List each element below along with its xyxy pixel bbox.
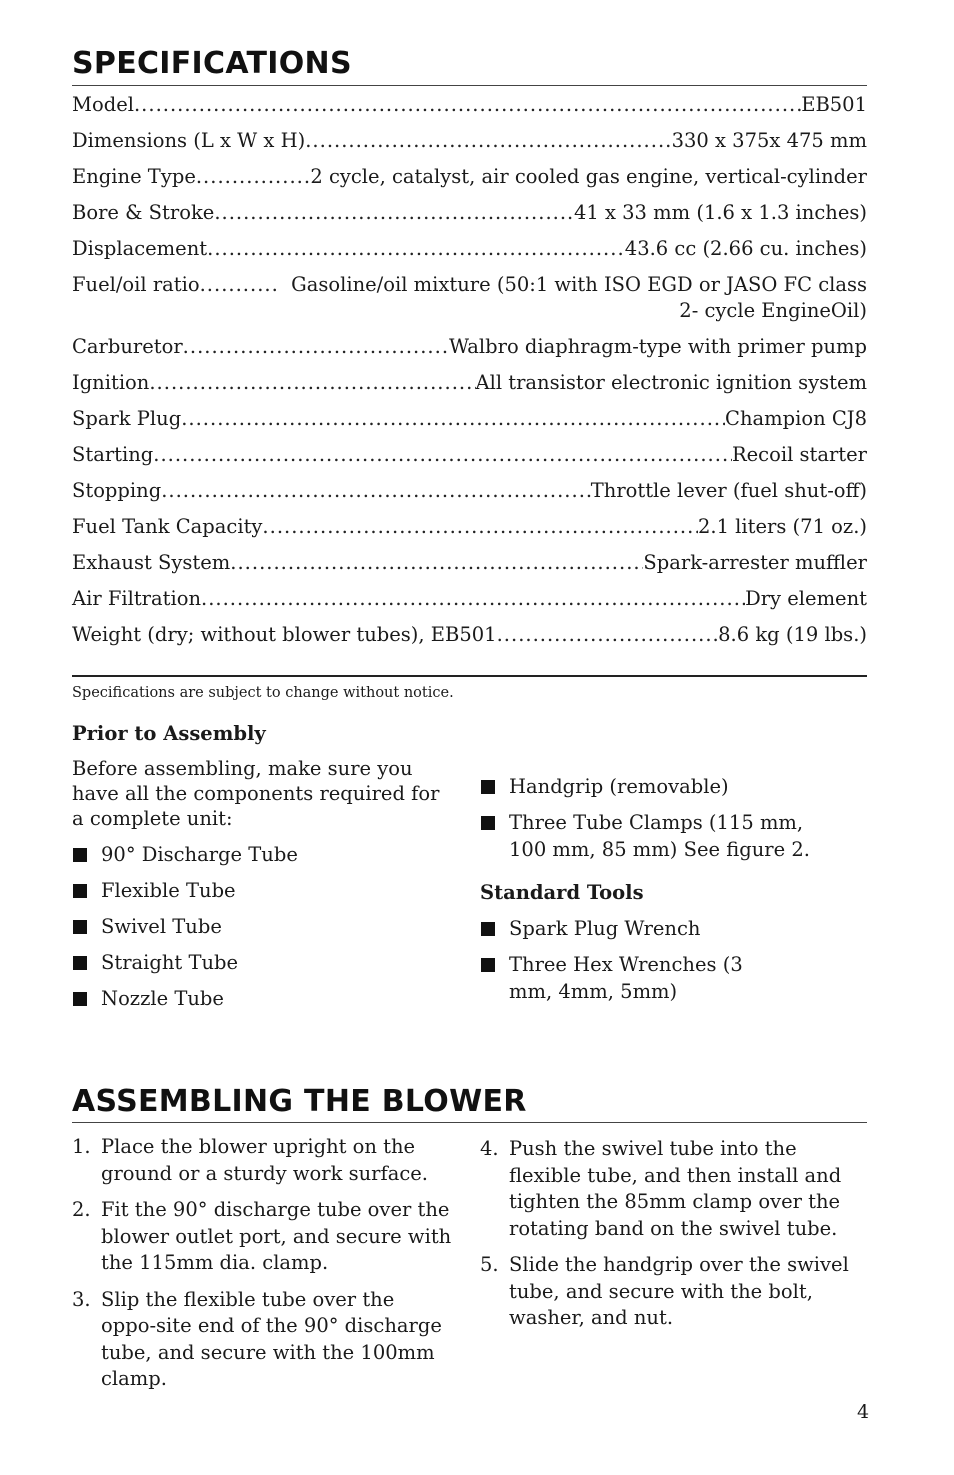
leader-dots [262,514,698,540]
specifications-note: Specifications are subject to change without notice. [72,685,454,701]
list-item: Swivel Tube [72,913,457,940]
spec-label: Weight (dry; without blower tubes), EB501 [72,623,497,646]
leader-dots [201,586,745,612]
step-item [72,1287,454,1393]
spec-value: Throttle lever (fuel shut-off) [590,479,867,502]
bullet-square-icon [481,780,495,794]
spec-row-starting [72,442,867,468]
bullet-square-icon [481,958,495,972]
step-number: 4. [480,1137,499,1160]
prior-to-assembly-column-left [72,721,457,1012]
spec-value: 41 x 33 mm (1.6 x 1.3 inches) [573,201,867,224]
list-item: Nozzle Tube [72,985,457,1012]
spec-value: EB501 [801,93,867,116]
spec-row-spark-plug [72,406,867,432]
spec-label: Spark Plug [72,407,182,430]
spec-label: Displacement [72,237,208,260]
assembling-title-rule [72,1122,867,1123]
spec-row-ignition [72,370,867,396]
leader-dots [305,128,671,154]
spec-label: Model [72,93,134,116]
list-item: Three Hex Wrenches (3 mm, 4mm, 5mm) [480,951,759,1005]
spec-value: All transistor electronic ignition system [475,371,867,394]
spec-label: Stopping [72,479,162,502]
leader-dots [200,272,280,298]
spec-value: Recoil starter [731,443,867,466]
bullet-square-icon [481,922,495,936]
spec-row-exhaust-system [72,550,867,576]
step-item [480,1136,862,1242]
assembling-steps-left [72,1134,454,1393]
leader-dots [497,622,719,648]
bullet-square-icon [73,884,87,898]
spec-row-displacement [72,236,867,262]
spec-label: Air Filtration [72,587,201,610]
spec-value: 8.6 kg (19 lbs.) [718,623,867,646]
leader-dots [181,406,725,432]
bullet-square-icon [73,920,87,934]
leader-dots [161,478,591,504]
spec-row-weight [72,622,867,648]
spec-value: Walbro diaphragm-type with primer pump [448,335,867,358]
steps-list [72,1134,454,1393]
components-list [72,841,457,1012]
bullet-square-icon [481,816,495,830]
spec-value: 2.1 liters (71 oz.) [697,515,867,538]
step-text: Slide the handgrip over the swivel tube, and secure with the bolt, washer, and nut. [509,1253,849,1329]
spec-row-model [72,92,867,118]
assembling-title: ASSEMBLING THE BLOWER [72,1084,527,1119]
spec-label: Dimensions (L x W x H) [72,129,306,152]
step-number: 2. [72,1198,91,1221]
leader-dots [214,200,574,226]
step-text: Slip the flexible tube over the oppo-site end of the 90° discharge tube, and secure with the 100mm clamp. [101,1287,442,1390]
step-item [480,1252,862,1332]
leader-dots [149,370,475,396]
prior-to-assembly-column-right [480,773,840,1005]
spec-value: Spark-arrester muffler [643,551,867,574]
spec-label: Bore & Stroke [72,201,215,224]
bullet-square-icon [73,848,87,862]
list-item: Straight Tube [72,949,457,976]
spec-label: Exhaust System [72,551,231,574]
spec-value: Dry element [745,587,867,610]
page-number: 4 [857,1401,870,1423]
spec-row-dimensions [72,128,867,154]
spec-label: Engine Type [72,165,196,188]
spec-label: Starting [72,443,154,466]
spec-value-continuation: 2- cycle EngineOil) [679,299,867,322]
spec-row-fuel-oil-ratio [72,272,867,324]
specifications-title: SPECIFICATIONS [72,46,352,81]
prior-to-assembly-intro: Before assembling, make sure you have all the components required for a complete unit: [72,757,440,830]
spec-row-fuel-tank-capacity [72,514,867,540]
standard-tools-heading: Standard Tools [480,881,644,904]
list-item: 90° Discharge Tube [72,841,457,868]
leader-dots [196,164,310,190]
step-number: 3. [72,1287,91,1311]
step-number: 1. [72,1135,91,1158]
leader-dots [134,92,801,118]
specifications-title-rule [72,85,867,86]
steps-list-continued [480,1136,862,1332]
spec-value: Gasoline/oil mixture (50:1 with ISO EGD or JASO FC class [291,273,867,296]
spec-label: Ignition [72,371,150,394]
step-text: Push the swivel tube into the flexible tube, and then install and tighten the 85mm clamp over the rotating band on the swivel tube. [509,1137,842,1240]
assembling-steps-right [480,1136,862,1332]
step-item [72,1197,454,1277]
step-text: Fit the 90° discharge tube over the blower outlet port, and secure with the 115mm dia. clamp. [101,1198,452,1274]
spec-value: 330 x 375x 475 mm [671,129,867,152]
spec-row-stopping [72,478,867,504]
list-item: Three Tube Clamps (115 mm, 100 mm, 85 mm) See figure 2. [480,809,840,863]
spec-row-bore-stroke [72,200,867,226]
specifications-bottom-rule [72,675,867,677]
list-item: Flexible Tube [72,877,457,904]
leader-dots [230,550,643,576]
spec-label: Fuel/oil ratio [72,273,200,296]
step-number: 5. [480,1253,499,1276]
prior-to-assembly-heading: Prior to Assembly [72,722,266,745]
spec-label: Fuel Tank Capacity [72,515,263,538]
spec-value: 43.6 cc (2.66 cu. inches) [624,237,867,260]
spec-row-carburetor [72,334,867,360]
leader-dots [183,334,449,360]
spec-label: Carburetor [72,335,183,358]
step-item [72,1134,454,1187]
bullet-square-icon [73,992,87,1006]
leader-dots [207,236,625,262]
standard-tools-list [480,915,840,1005]
bullet-square-icon [73,956,87,970]
spec-value: 2 cycle, catalyst, air cooled gas engine, vertical-cylinder [310,165,867,188]
spec-row-engine-type [72,164,867,190]
step-text: Place the blower upright on the ground or a sturdy work surface. [101,1135,429,1185]
spec-row-air-filtration [72,586,867,612]
specifications-list [72,89,867,648]
components-list-continued [480,773,840,863]
spec-value: Champion CJ8 [725,407,867,430]
list-item: Handgrip (removable) [480,773,840,800]
list-item: Spark Plug Wrench [480,915,840,942]
leader-dots [153,442,732,468]
